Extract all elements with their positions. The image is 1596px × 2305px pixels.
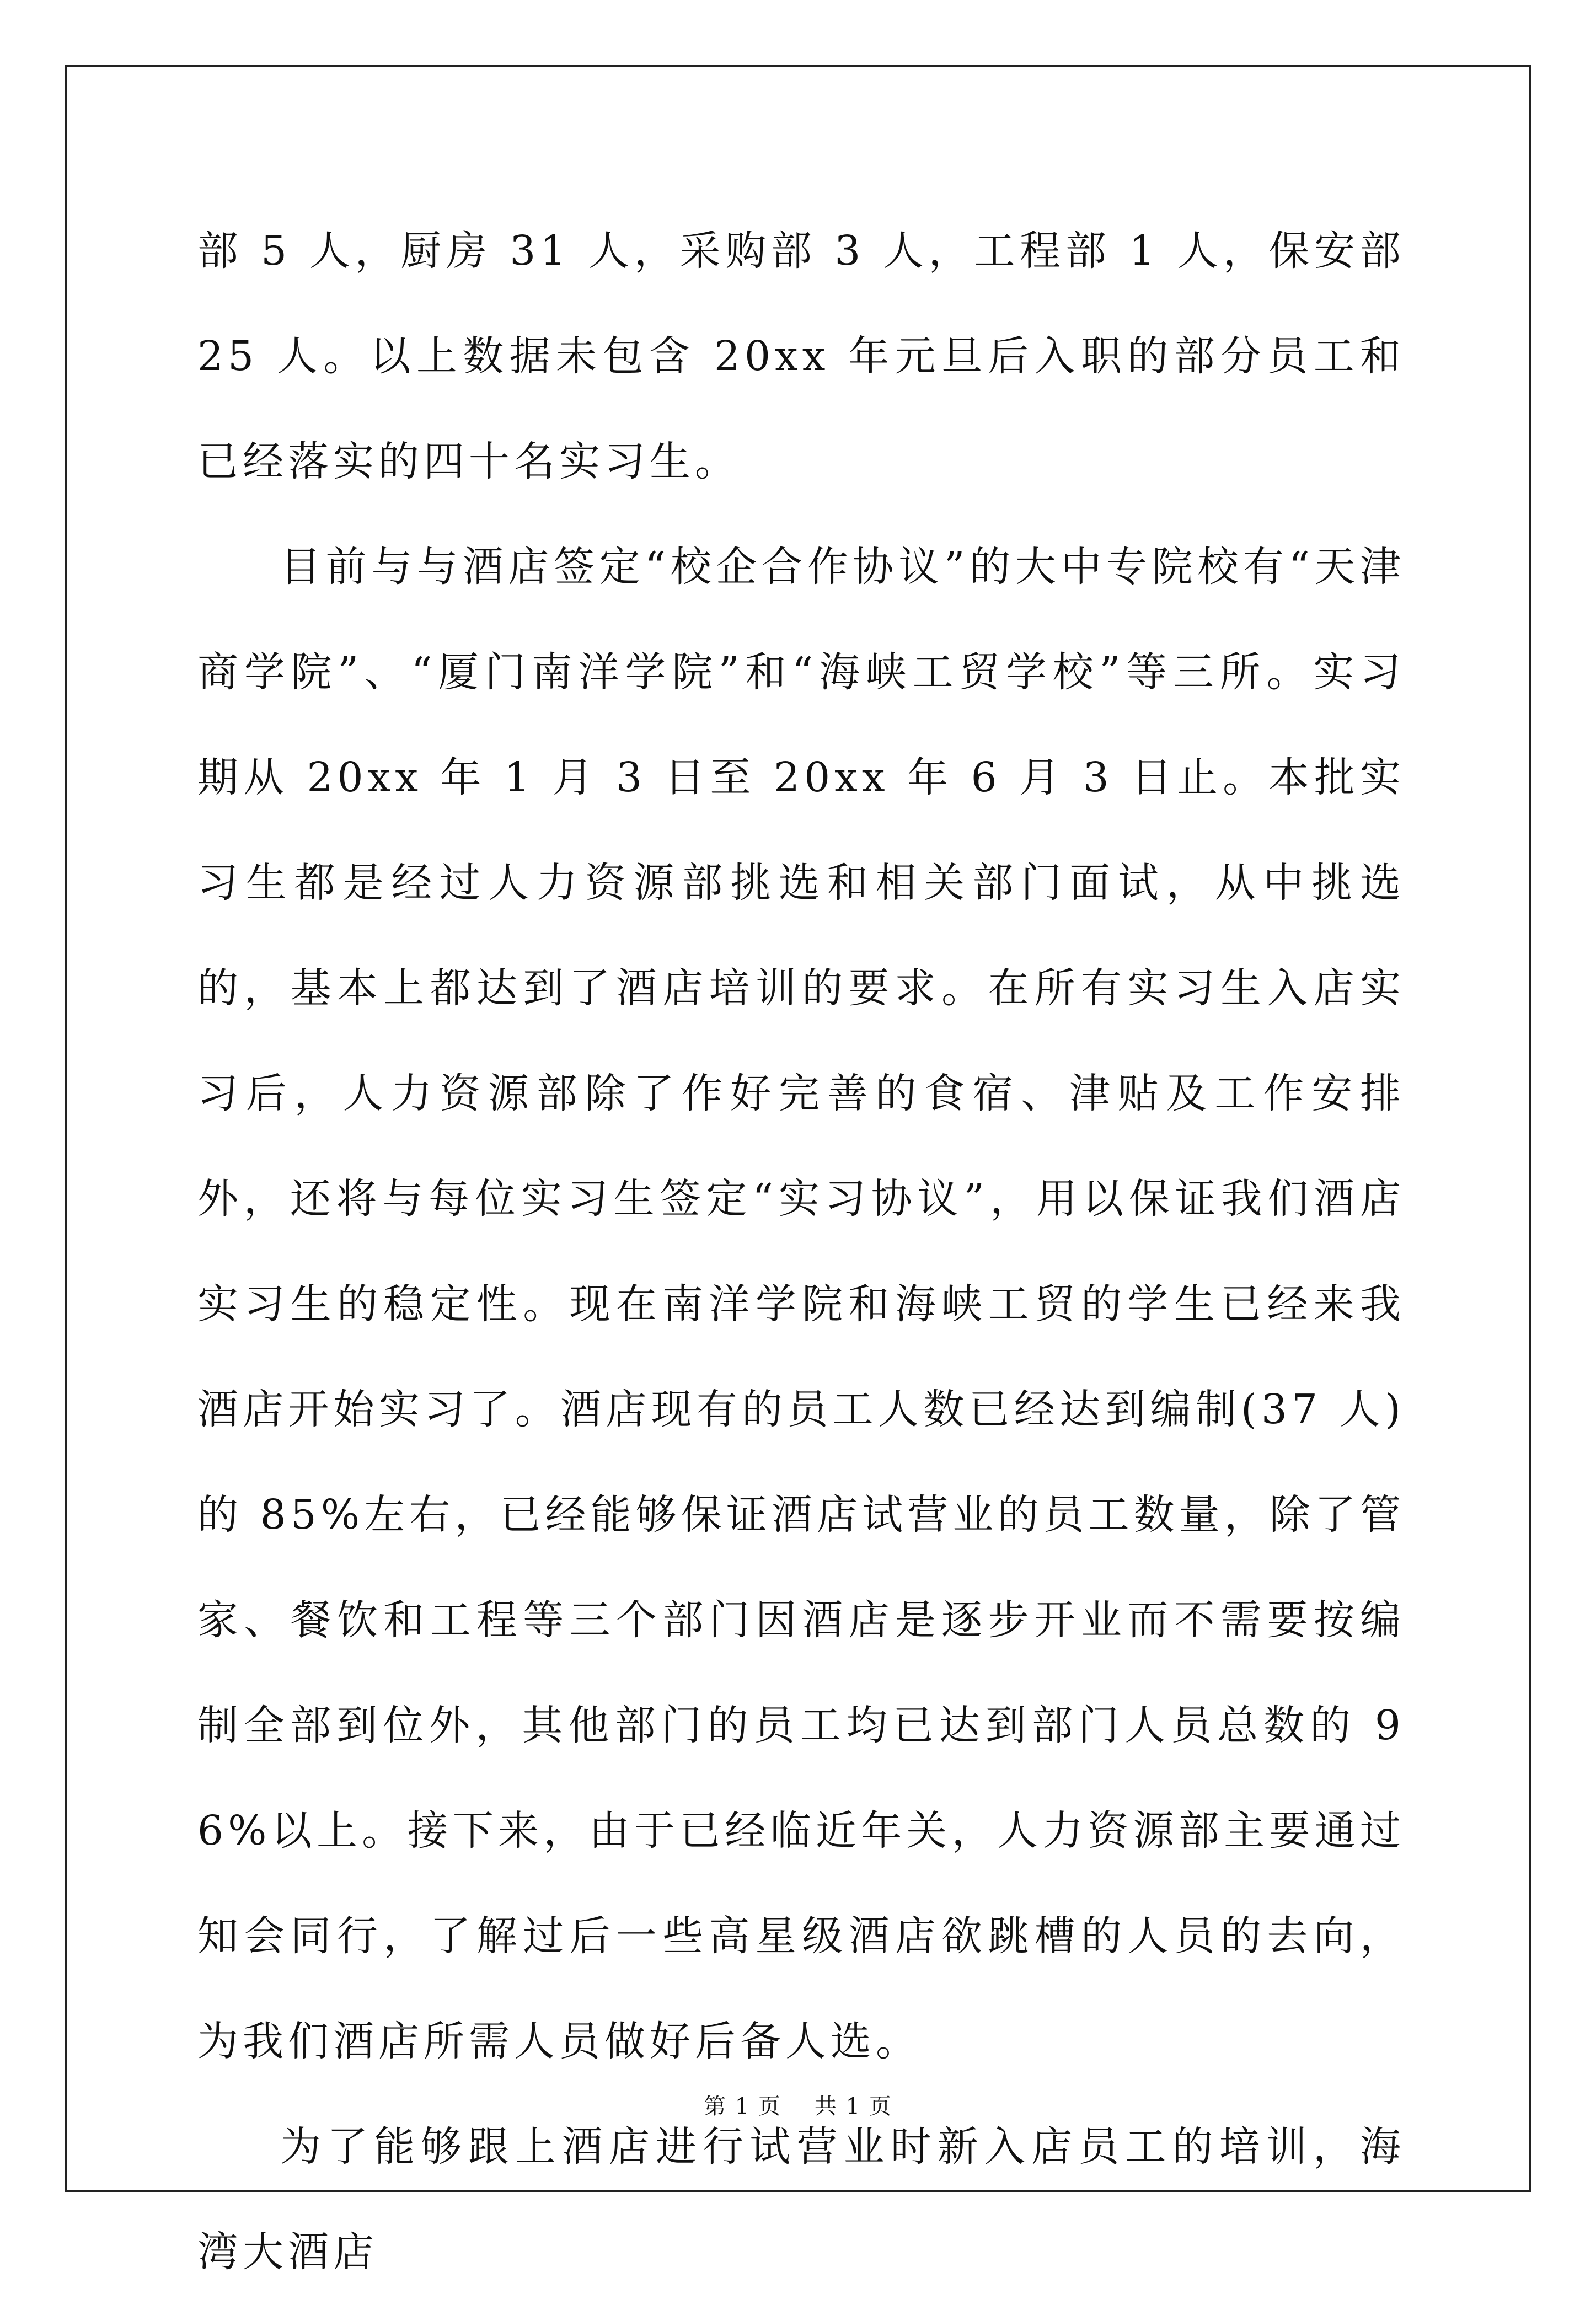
paragraph-2: 目前与与酒店签定“校企合作协议”的大中专院校有“天津商学院”、“厦门南洋学院”和“海峡工贸学校”等三所。实习期从 20xx 年 1 月 3 日至 20xx 年 6 月 3 日止。本批实习生都是经过人力资源部挑选和相关部门面试，从中挑选的，基本上都达到了酒店培训的要求。在所有实习生入店实习后，人力资源部除了作好完善的食宿、津贴及工作安排外，还将与每位实习生签定“实习协议”，用以保证我们酒店实习生的稳定性。现在南洋学院和海峡工贸的学生已经来我酒店开始实习了。酒店现有的员工人数已经达到编制(37 人)的 85%左右，已经能够保证酒店试营业的员工数量，除了管家、餐饮和工程等三个部门因酒店是逐步开业而不需要按编制全部到位外，其他部门的员工均已达到部门人员总数的 96%以上。接下来，由于已经临近年关，人力资源部主要通过知会同行，了解过后一些高星级酒店欲跳槽的人员的去向，为我们酒店所需人员做好后备人选。: [197, 543, 1405, 2065]
page-number: 第 1 页: [704, 2094, 781, 2119]
paragraph-1: 部 5 人，厨房 31 人，采购部 3 人，工程部 1 人，保安部 25 人。以上数据未包含 20xx 年元旦后入职的部分员工和已经落实的四十名实习生。: [197, 227, 1405, 485]
paragraph-3: 为了能够跟上酒店进行试营业时新入店员工的培训，海湾大酒店: [197, 2123, 1405, 2276]
page-footer: [0, 2089, 1596, 2120]
page-count: 共 1 页: [815, 2094, 892, 2119]
document-body: [197, 199, 1405, 2305]
